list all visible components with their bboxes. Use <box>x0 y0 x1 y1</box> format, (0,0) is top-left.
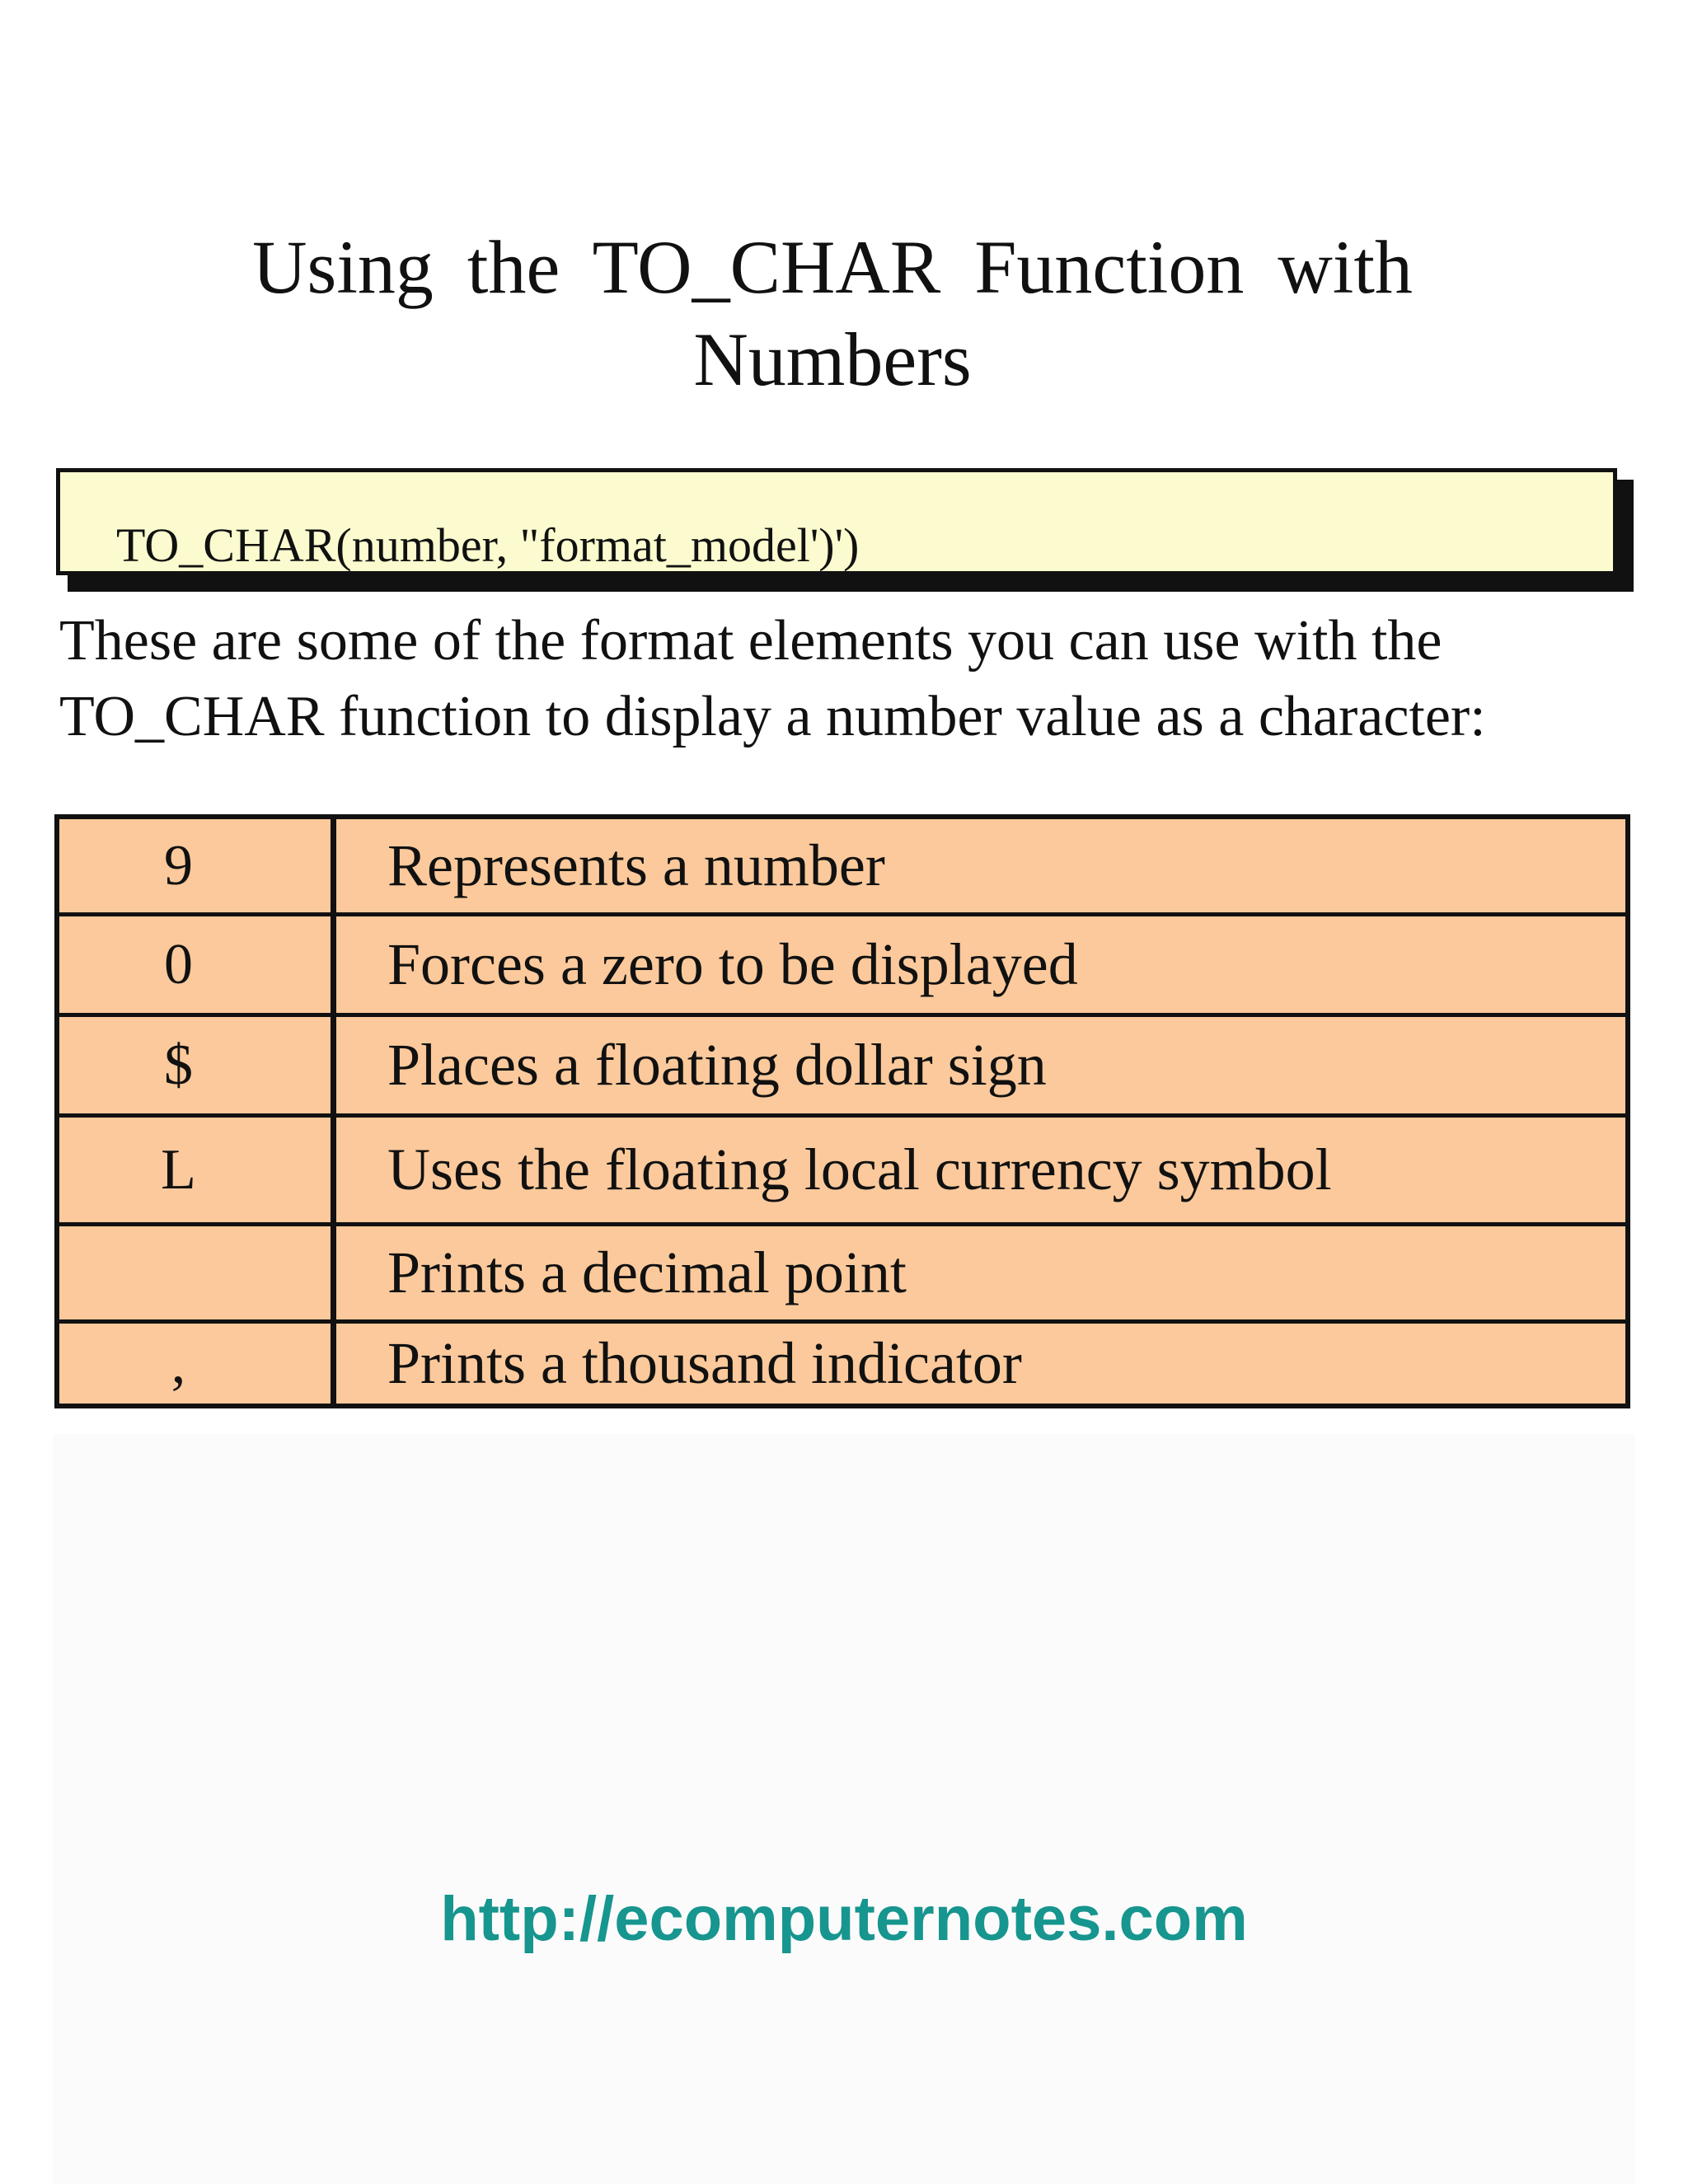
format-code-cell: 9 <box>59 819 336 912</box>
format-code-cell <box>59 1226 336 1319</box>
table-row <box>59 1324 1625 1404</box>
footer-link[interactable]: http://ecomputernotes.com <box>440 1884 1248 1954</box>
format-description-cell: Forces a zero to be displayed <box>387 931 1078 997</box>
format-code-cell: 0 <box>59 916 336 1013</box>
format-description-cell: Uses the floating local currency symbol <box>387 1137 1332 1202</box>
table-row <box>59 1017 1625 1118</box>
lower-background-band <box>53 1434 1635 2184</box>
table-row <box>59 819 1625 916</box>
format-code-cell: L <box>59 1118 336 1222</box>
table-row <box>59 1118 1625 1226</box>
format-description-cell: Prints a thousand indicator <box>387 1330 1022 1396</box>
format-code-cell: $ <box>59 1017 336 1113</box>
table-row <box>59 916 1625 1017</box>
table-row <box>59 1226 1625 1324</box>
syntax-text: TO_CHAR(number, "format_model')') <box>116 518 860 572</box>
format-code-cell: , <box>59 1324 336 1404</box>
format-description-cell: Represents a number <box>387 832 885 898</box>
intro-paragraph: These are some of the format elements you can use with the TO_CHAR function to display a number value as a character: <box>59 609 1486 748</box>
syntax-box <box>56 468 1617 575</box>
format-description-cell: Prints a decimal point <box>387 1240 907 1305</box>
page-title: Using the TO_CHAR Function with Numbers <box>252 225 1413 401</box>
format-description-cell: Places a floating dollar sign <box>387 1032 1047 1098</box>
format-elements-table <box>54 814 1630 1408</box>
